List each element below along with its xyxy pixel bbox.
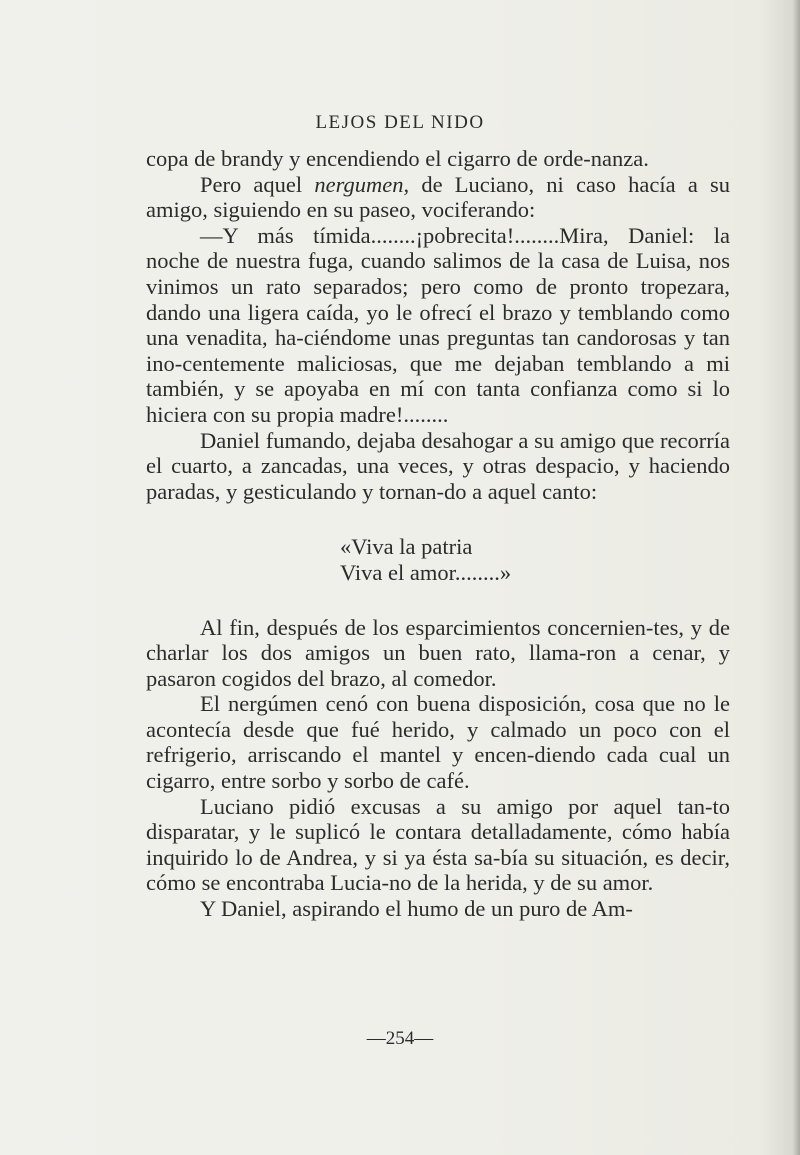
text-run: Pero aquel <box>200 171 315 197</box>
paragraph-2 <box>146 172 730 223</box>
paragraph-4 <box>146 428 730 505</box>
paragraph-5 <box>146 615 730 692</box>
body-text <box>146 146 730 922</box>
paragraph-3 <box>146 223 730 428</box>
paragraph-6 <box>146 691 730 793</box>
page-edge <box>794 0 800 1155</box>
running-title: LEJOS DEL NIDO <box>315 112 485 133</box>
paragraph-7 <box>146 794 730 896</box>
verse-line-1: «Viva la patria <box>340 534 473 560</box>
verse-block <box>340 534 730 585</box>
text-run: Daniel fumando, dejaba desahogar a su amigo que recorría el cuarto, a zancadas, una veces, y otras despacio, y haciendo paradas, y gesticulando y tornan-do a aquel canto: <box>146 427 730 504</box>
text-run: de Luciano, ni caso hacía a su amigo, siguiendo en su paseo, vociferando: <box>146 171 731 223</box>
page-number: —254— <box>366 1028 434 1049</box>
text-run: Al fin, después de los esparcimientos concernien-tes, y de charlar los dos amigos un buen rato, llama-ron a cenar, y pasaron cogidos del brazo, al comedor. <box>146 614 730 691</box>
verse-line-2: Viva el amor........» <box>340 559 512 585</box>
text-run: Luciano pidió excusas a su amigo por aquel tan-to disparatar, y le suplicó le contara detalladamente, cómo había inquirido lo de Andrea, y si ya ésta sa-bía su situación, es decir, cómo se encontraba Lucia-no de la herida, y de su amor. <box>146 793 730 896</box>
italic-word: nergumen, <box>314 171 410 197</box>
text-run: Y Daniel, aspirando el humo de un puro de Am- <box>200 896 633 922</box>
paragraph-1 <box>146 146 730 172</box>
text-run: El nergúmen cenó con buena disposición, cosa que no le acontecía desde que fué herido, y calmado un poco con el refrigerio, arriscando el mantel y encen-diendo cada cual un cigarro, entre sorbo y sorbo de café. <box>146 691 730 794</box>
text-run: copa de brandy y encendiendo el cigarro de orde-nanza. <box>146 146 649 171</box>
paragraph-8 <box>146 896 730 922</box>
text-run: —Y más tímida........¡pobrecita!........Mira, Daniel: la noche de nuestra fuga, cuando salimos de la casa de Luisa, nos vinimos un rato separados; pero como de pronto tropezara, dando una ligera caída, yo le ofrecí el brazo y temblando como una venadita, ha-ciéndome unas preguntas tan candorosas y tan ino-centemente maliciosas, que me dejaban temblando a mi también, y se apoyaba en mí con tanta confianza como si lo hiciera con su propia madre!........ <box>146 222 730 427</box>
